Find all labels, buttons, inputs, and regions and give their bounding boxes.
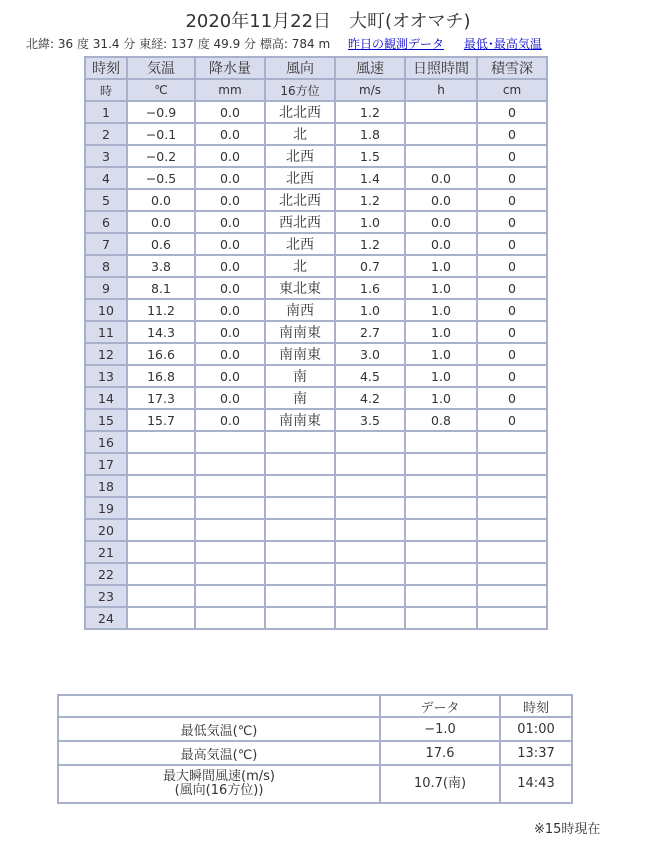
- cell-snow: [477, 585, 547, 607]
- yesterday-data-link[interactable]: 昨日の観測データ: [348, 37, 445, 51]
- cell-wind-speed: 0.7: [335, 255, 405, 277]
- summary-header-time: 時刻: [500, 695, 572, 717]
- cell-wind-dir: [265, 431, 335, 453]
- table-row: [85, 563, 547, 585]
- cell-hour: 9: [85, 277, 127, 299]
- hourly-observation-table: [84, 56, 548, 630]
- cell-wind-speed: 1.8: [335, 123, 405, 145]
- cell-wind-dir: 南南東: [265, 321, 335, 343]
- unit-wind-speed: m/s: [335, 79, 405, 101]
- cell-hour: 2: [85, 123, 127, 145]
- table-row: [85, 585, 547, 607]
- cell-hour: 7: [85, 233, 127, 255]
- cell-wind-speed: 1.2: [335, 101, 405, 123]
- longitude: 東経: 137 度 49.9 分: [139, 37, 257, 51]
- cell-snow: 0: [477, 211, 547, 233]
- table-row: [85, 321, 547, 343]
- unit-snow: cm: [477, 79, 547, 101]
- summary-time: 13:37: [500, 741, 572, 765]
- cell-wind-dir: 北: [265, 255, 335, 277]
- col-header-wind-speed: 風速: [335, 57, 405, 79]
- cell-sunshine: [405, 541, 477, 563]
- altitude: 標高: 784 m: [259, 37, 331, 51]
- cell-sunshine: 0.0: [405, 189, 477, 211]
- daily-summary-table: [57, 694, 573, 804]
- unit-temp: ℃: [127, 79, 195, 101]
- cell-sunshine: 1.0: [405, 343, 477, 365]
- cell-temp: 15.7: [127, 409, 195, 431]
- cell-wind-speed: 4.2: [335, 387, 405, 409]
- table-row: [85, 343, 547, 365]
- cell-hour: 17: [85, 453, 127, 475]
- table-row: [85, 123, 547, 145]
- table-row: [85, 541, 547, 563]
- cell-snow: 0: [477, 189, 547, 211]
- cell-snow: 0: [477, 255, 547, 277]
- cell-precip: 0.0: [195, 123, 265, 145]
- cell-wind-dir: [265, 563, 335, 585]
- summary-label-line1: 最大瞬間風速(m/s): [163, 769, 275, 784]
- summary-header-label: [58, 695, 380, 717]
- unit-hour: 時: [85, 79, 127, 101]
- cell-precip: [195, 607, 265, 629]
- summary-time: 14:43: [500, 765, 572, 803]
- cell-wind-dir: [265, 607, 335, 629]
- cell-wind-dir: 南南東: [265, 409, 335, 431]
- cell-snow: 0: [477, 299, 547, 321]
- cell-wind-dir: [265, 541, 335, 563]
- cell-snow: 0: [477, 277, 547, 299]
- cell-wind-speed: 1.4: [335, 167, 405, 189]
- summary-value: 10.7(南): [380, 765, 500, 803]
- cell-wind-speed: 1.5: [335, 145, 405, 167]
- cell-precip: 0.0: [195, 101, 265, 123]
- header-row: [85, 57, 547, 79]
- col-header-temp: 気温: [127, 57, 195, 79]
- cell-temp: [127, 563, 195, 585]
- summary-row-min-temp: [58, 717, 572, 741]
- cell-temp: [127, 431, 195, 453]
- cell-temp: −0.9: [127, 101, 195, 123]
- cell-precip: 0.0: [195, 365, 265, 387]
- cell-snow: 0: [477, 387, 547, 409]
- cell-wind-dir: 東北東: [265, 277, 335, 299]
- cell-wind-dir: 西北西: [265, 211, 335, 233]
- cell-sunshine: 1.0: [405, 277, 477, 299]
- cell-hour: 13: [85, 365, 127, 387]
- cell-sunshine: [405, 145, 477, 167]
- table-row: [85, 233, 547, 255]
- table-row: [85, 211, 547, 233]
- cell-wind-speed: [335, 475, 405, 497]
- cell-precip: 0.0: [195, 167, 265, 189]
- table-row: [85, 167, 547, 189]
- cell-wind-speed: 1.0: [335, 299, 405, 321]
- cell-precip: 0.0: [195, 211, 265, 233]
- cell-snow: [477, 541, 547, 563]
- cell-temp: [127, 519, 195, 541]
- cell-snow: [477, 431, 547, 453]
- col-header-wind-dir: 風向: [265, 57, 335, 79]
- cell-wind-dir: 北北西: [265, 189, 335, 211]
- cell-temp: [127, 497, 195, 519]
- cell-hour: 22: [85, 563, 127, 585]
- cell-sunshine: 0.0: [405, 167, 477, 189]
- cell-precip: 0.0: [195, 409, 265, 431]
- cell-snow: 0: [477, 101, 547, 123]
- cell-wind-speed: 1.2: [335, 189, 405, 211]
- cell-precip: 0.0: [195, 299, 265, 321]
- cell-sunshine: [405, 585, 477, 607]
- table-row: [85, 101, 547, 123]
- table-row: [85, 431, 547, 453]
- cell-hour: 15: [85, 409, 127, 431]
- cell-sunshine: 0.0: [405, 233, 477, 255]
- summary-value: 17.6: [380, 741, 500, 765]
- cell-temp: 11.2: [127, 299, 195, 321]
- cell-temp: 14.3: [127, 321, 195, 343]
- cell-sunshine: 1.0: [405, 387, 477, 409]
- cell-sunshine: [405, 101, 477, 123]
- cell-snow: 0: [477, 145, 547, 167]
- col-header-precip: 降水量: [195, 57, 265, 79]
- cell-snow: 0: [477, 123, 547, 145]
- summary-label: 最低気温(℃): [58, 717, 380, 741]
- cell-snow: 0: [477, 167, 547, 189]
- cell-precip: 0.0: [195, 255, 265, 277]
- page-title: 2020年11月22日 大町(オオマチ): [185, 11, 471, 32]
- cell-hour: 18: [85, 475, 127, 497]
- cell-temp: −0.2: [127, 145, 195, 167]
- cell-wind-dir: 北西: [265, 233, 335, 255]
- summary-value: −1.0: [380, 717, 500, 741]
- table-row: [85, 409, 547, 431]
- table-row: [85, 255, 547, 277]
- cell-wind-dir: [265, 585, 335, 607]
- cell-wind-dir: 北: [265, 123, 335, 145]
- summary-label-line2: (風向(16方位)): [174, 783, 264, 798]
- cell-precip: 0.0: [195, 145, 265, 167]
- cell-precip: [195, 541, 265, 563]
- cell-sunshine: 1.0: [405, 255, 477, 277]
- cell-wind-speed: [335, 541, 405, 563]
- cell-wind-dir: [265, 453, 335, 475]
- cell-temp: 3.8: [127, 255, 195, 277]
- units-row: [85, 79, 547, 101]
- cell-sunshine: [405, 431, 477, 453]
- cell-temp: −0.5: [127, 167, 195, 189]
- cell-hour: 6: [85, 211, 127, 233]
- cell-hour: 24: [85, 607, 127, 629]
- cell-wind-speed: 1.0: [335, 211, 405, 233]
- cell-wind-speed: [335, 519, 405, 541]
- col-header-snow: 積雪深: [477, 57, 547, 79]
- summary-time: 01:00: [500, 717, 572, 741]
- cell-precip: 0.0: [195, 387, 265, 409]
- summary-header-data: データ: [380, 695, 500, 717]
- table-row: [85, 387, 547, 409]
- cell-sunshine: [405, 563, 477, 585]
- cell-snow: [477, 607, 547, 629]
- cell-wind-dir: 南: [265, 365, 335, 387]
- cell-wind-speed: 4.5: [335, 365, 405, 387]
- cell-precip: 0.0: [195, 189, 265, 211]
- cell-sunshine: 1.0: [405, 321, 477, 343]
- cell-wind-speed: 1.2: [335, 233, 405, 255]
- cell-snow: [477, 563, 547, 585]
- col-header-sunshine: 日照時間: [405, 57, 477, 79]
- cell-wind-dir: 北北西: [265, 101, 335, 123]
- cell-wind-dir: 北西: [265, 167, 335, 189]
- cell-precip: 0.0: [195, 233, 265, 255]
- cell-sunshine: [405, 519, 477, 541]
- table-row: [85, 189, 547, 211]
- cell-wind-speed: [335, 453, 405, 475]
- cell-temp: 0.0: [127, 211, 195, 233]
- cell-wind-speed: 2.7: [335, 321, 405, 343]
- cell-precip: [195, 453, 265, 475]
- cell-snow: [477, 497, 547, 519]
- cell-temp: [127, 453, 195, 475]
- cell-snow: 0: [477, 343, 547, 365]
- table-row: [85, 299, 547, 321]
- cell-wind-speed: 1.6: [335, 277, 405, 299]
- cell-temp: 0.0: [127, 189, 195, 211]
- cell-wind-speed: [335, 497, 405, 519]
- cell-hour: 14: [85, 387, 127, 409]
- latitude: 北緯: 36 度 31.4 分: [26, 37, 136, 51]
- cell-sunshine: [405, 607, 477, 629]
- table-row: [85, 277, 547, 299]
- cell-wind-speed: [335, 585, 405, 607]
- cell-hour: 11: [85, 321, 127, 343]
- cell-hour: 10: [85, 299, 127, 321]
- col-header-hour: 時刻: [85, 57, 127, 79]
- table-row: [85, 475, 547, 497]
- cell-wind-dir: 南南東: [265, 343, 335, 365]
- cell-precip: [195, 563, 265, 585]
- cell-hour: 20: [85, 519, 127, 541]
- summary-row-max-temp: [58, 741, 572, 765]
- unit-wind-dir: 16方位: [265, 79, 335, 101]
- cell-sunshine: 1.0: [405, 299, 477, 321]
- summary-label: [58, 765, 380, 803]
- cell-hour: 23: [85, 585, 127, 607]
- cell-sunshine: 0.0: [405, 211, 477, 233]
- cell-wind-speed: [335, 431, 405, 453]
- cell-wind-dir: [265, 475, 335, 497]
- cell-temp: −0.1: [127, 123, 195, 145]
- cell-precip: [195, 497, 265, 519]
- min-max-temp-link[interactable]: 最低･最高気温: [463, 37, 542, 51]
- cell-wind-speed: [335, 563, 405, 585]
- table-row: [85, 453, 547, 475]
- cell-sunshine: [405, 123, 477, 145]
- cell-temp: [127, 541, 195, 563]
- summary-label: 最高気温(℃): [58, 741, 380, 765]
- cell-hour: 5: [85, 189, 127, 211]
- table-row: [85, 519, 547, 541]
- cell-wind-dir: 南西: [265, 299, 335, 321]
- table-row: [85, 607, 547, 629]
- cell-snow: 0: [477, 409, 547, 431]
- cell-wind-speed: 3.0: [335, 343, 405, 365]
- cell-snow: [477, 519, 547, 541]
- station-info: [26, 35, 542, 52]
- cell-temp: 16.8: [127, 365, 195, 387]
- cell-sunshine: 0.8: [405, 409, 477, 431]
- cell-wind-dir: 北西: [265, 145, 335, 167]
- cell-hour: 3: [85, 145, 127, 167]
- cell-precip: 0.0: [195, 321, 265, 343]
- cell-wind-speed: 3.5: [335, 409, 405, 431]
- cell-temp: [127, 475, 195, 497]
- cell-hour: 12: [85, 343, 127, 365]
- current-time-note: ※15時現在: [534, 822, 601, 837]
- cell-precip: [195, 519, 265, 541]
- cell-sunshine: [405, 453, 477, 475]
- table-row: [85, 497, 547, 519]
- cell-hour: 1: [85, 101, 127, 123]
- unit-precip: mm: [195, 79, 265, 101]
- cell-precip: [195, 475, 265, 497]
- cell-wind-dir: 南: [265, 387, 335, 409]
- summary-header-row: [58, 695, 572, 717]
- cell-sunshine: 1.0: [405, 365, 477, 387]
- cell-temp: 0.6: [127, 233, 195, 255]
- cell-hour: 21: [85, 541, 127, 563]
- cell-precip: 0.0: [195, 277, 265, 299]
- summary-row-max-gust: [58, 765, 572, 803]
- cell-snow: 0: [477, 233, 547, 255]
- cell-snow: 0: [477, 365, 547, 387]
- table-row: [85, 145, 547, 167]
- unit-sunshine: h: [405, 79, 477, 101]
- cell-hour: 8: [85, 255, 127, 277]
- cell-sunshine: [405, 497, 477, 519]
- cell-wind-dir: [265, 497, 335, 519]
- cell-wind-speed: [335, 607, 405, 629]
- cell-hour: 19: [85, 497, 127, 519]
- cell-snow: [477, 475, 547, 497]
- cell-precip: [195, 431, 265, 453]
- cell-sunshine: [405, 475, 477, 497]
- cell-snow: [477, 453, 547, 475]
- cell-temp: 8.1: [127, 277, 195, 299]
- cell-wind-dir: [265, 519, 335, 541]
- cell-temp: 17.3: [127, 387, 195, 409]
- cell-precip: [195, 585, 265, 607]
- cell-precip: 0.0: [195, 343, 265, 365]
- cell-temp: 16.6: [127, 343, 195, 365]
- table-row: [85, 365, 547, 387]
- cell-snow: 0: [477, 321, 547, 343]
- cell-temp: [127, 607, 195, 629]
- cell-hour: 4: [85, 167, 127, 189]
- cell-temp: [127, 585, 195, 607]
- cell-hour: 16: [85, 431, 127, 453]
